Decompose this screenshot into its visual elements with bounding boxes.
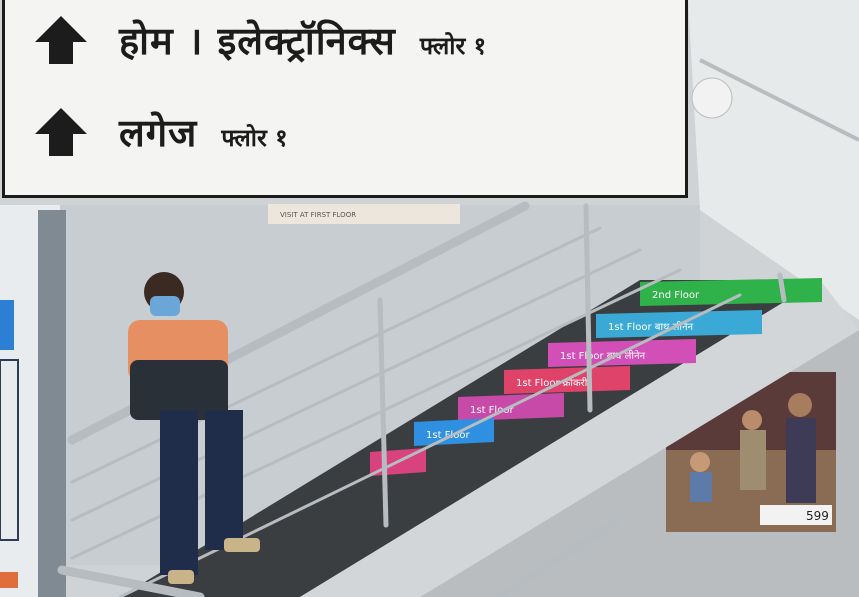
- photo-price: 599: [806, 509, 829, 523]
- sign-line-1-floor: फ्लोर १: [419, 32, 487, 60]
- person-leg-right: [205, 410, 243, 550]
- directional-sign: [2, 0, 688, 198]
- stair-riser-label: 2nd Floor: [652, 290, 700, 301]
- person-shoe: [168, 570, 194, 584]
- pillar-poster: [0, 300, 14, 350]
- arrow-up-icon: [33, 106, 89, 158]
- child-body: [690, 472, 712, 502]
- child-figure: [690, 452, 710, 472]
- poster-text: VISIT AT FIRST FLOOR: [280, 211, 357, 219]
- sign-line-2: [33, 106, 288, 158]
- child-figure-2: [742, 410, 762, 430]
- child-body-2: [740, 430, 766, 490]
- sign-line-2-main: लगेज: [119, 111, 198, 155]
- child-figure-3: [788, 393, 812, 417]
- arrow-up-icon: [33, 14, 89, 66]
- sign-line-1-main: होम । इलेक्ट्रॉनिक्स: [119, 19, 396, 63]
- person-leg-left: [160, 410, 198, 575]
- sign-line-1: [33, 14, 486, 66]
- face-mask: [150, 296, 180, 316]
- stair-riser-label: 1st Floor बाथ लीनेन: [560, 351, 646, 362]
- sign-line-2-floor: फ्लोर १: [221, 124, 288, 152]
- stair-riser-label: 1st Floor: [426, 430, 470, 441]
- stair-riser-label: 1st Floor: [470, 405, 514, 416]
- smoke-detector: [692, 78, 732, 118]
- stair-riser-label: 1st Floor बाथ लीनेन: [608, 322, 694, 333]
- child-body-3: [786, 418, 816, 503]
- menu-poster: [268, 204, 460, 224]
- pillar-edge: [38, 210, 66, 597]
- pillar-badge: [0, 572, 18, 588]
- person-shoe-2: [224, 538, 260, 552]
- stair-riser-label: 1st Floor क्रोकरी: [516, 378, 588, 389]
